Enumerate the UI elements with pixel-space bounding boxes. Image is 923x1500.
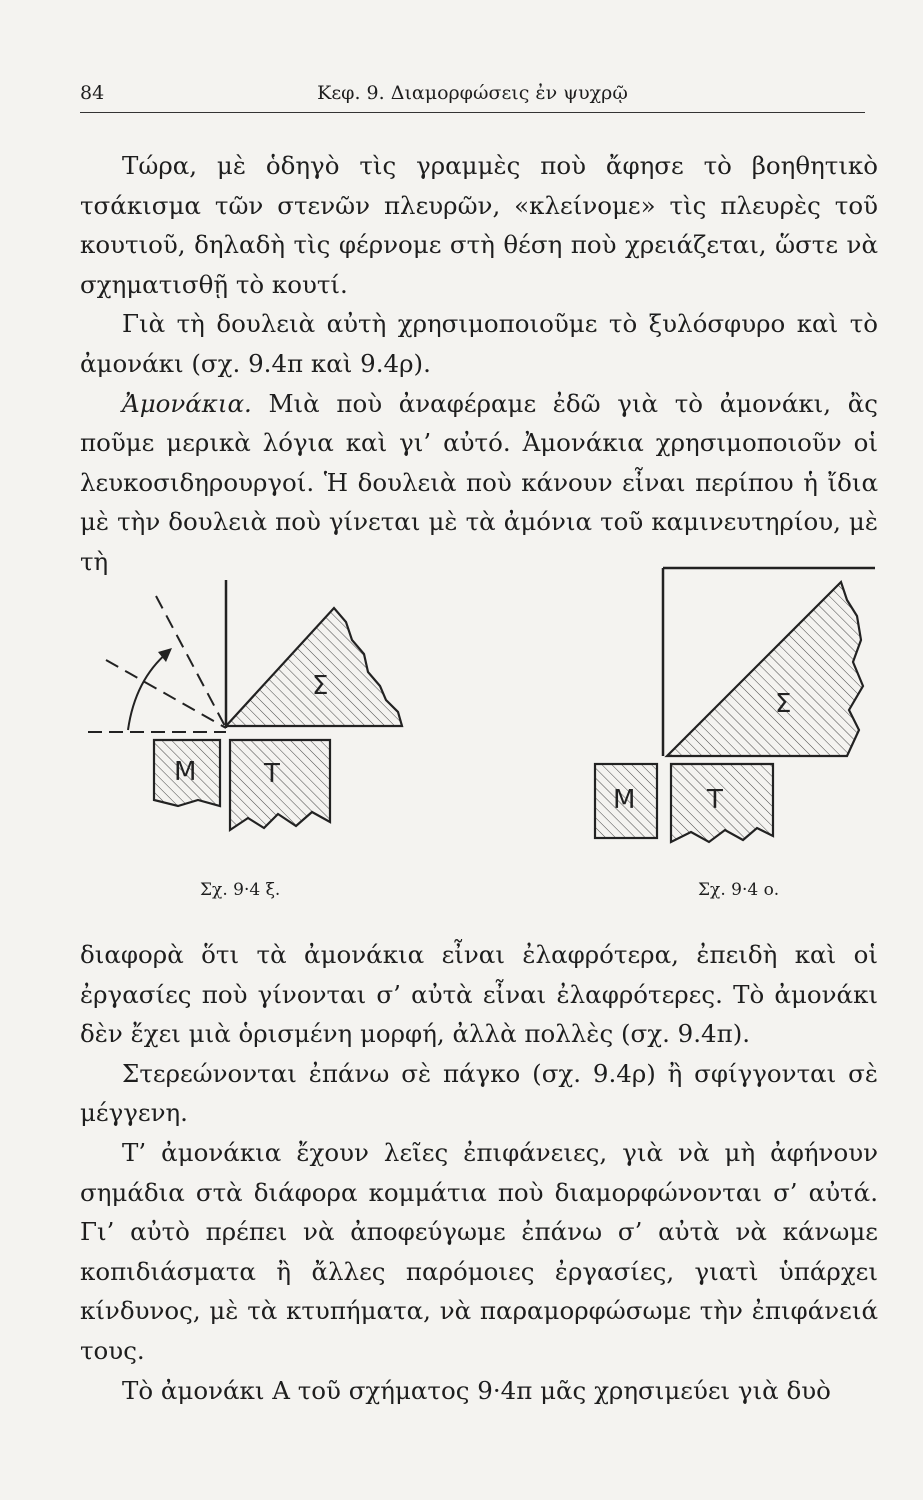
- running-title: Κεφ. 9. Διαμορφώσεις ἐν ψυχρῷ: [317, 82, 628, 104]
- label-sigma: Σ: [775, 689, 792, 719]
- paragraph-heading: Ἀμονάκια.: [122, 388, 252, 418]
- figure-caption-left: Σχ. 9·4 ξ.: [200, 880, 281, 900]
- text-block-bottom: [80, 935, 878, 1410]
- paragraph-amonakia: [80, 384, 878, 582]
- figure-right: [585, 560, 885, 860]
- label-mu: Μ: [174, 757, 197, 787]
- page-header: [80, 82, 865, 114]
- paragraph: Στερεώνονται ἐπάνω σὲ πάγκο (σχ. 9.4ρ) ἢ σφίγγονται σὲ μέγγενη.: [80, 1058, 878, 1128]
- page-number: 84: [80, 82, 105, 104]
- figure-left: [80, 560, 440, 880]
- header-rule: [80, 112, 865, 113]
- label-sigma: Σ: [312, 671, 329, 701]
- label-mu: Μ: [613, 785, 636, 815]
- paragraph: Τὸ ἀμονάκι Α τοῦ σχήματος 9·4π μᾶς χρησιμεύει γιὰ δυὸ: [122, 1375, 831, 1405]
- paragraph: Γιὰ τὴ δουλειὰ αὐτὴ χρησιμοποιοῦμε τὸ ξυλόσφυρο καὶ τὸ ἀμονάκι (σχ. 9.4π καὶ 9.4ρ).: [80, 309, 878, 378]
- paragraph: Τώρα, μὲ ὁδηγὸ τὶς γραμμὲς ποὺ ἄφησε τὸ βοηθητικὸ τσάκισμα τῶν στενῶν πλευρῶν, «κλείνομε» τὶς πλευρὲς τοῦ κουτιοῦ, δηλαδὴ τὶς φέρνομε στὴ θέση ποὺ χρειάζεται, ὥστε νὰ σχηματισθῇ τὸ κουτί.: [80, 151, 878, 299]
- figure-caption-right: Σχ. 9·4 ο.: [698, 880, 780, 900]
- label-tau: Τ: [264, 759, 280, 789]
- paragraph: διαφορὰ ὅτι τὰ ἀμονάκια εἶναι ἐλαφρότερα, ἐπειδὴ καὶ οἱ ἐργασίες ποὺ γίνονται σ’ αὐτὰ εἶναι ἐλαφρότερες. Τὸ ἀμονάκι δὲν ἔχει μιὰ ὁρισμένη μορφή, ἀλλὰ πολλὲς (σχ. 9.4π).: [80, 940, 878, 1049]
- paragraph: Τ’ ἀμονάκια ἔχουν λεῖες ἐπιφάνειες, γιὰ νὰ μὴ ἀφήνουν σημάδια στὰ διάφορα κομμάτια ποὺ διαμορφώνονται σ’ αὐτά. Γι’ αὐτὸ πρέπει νὰ ἀποφεύγωμε ἐπάνω σ’ αὐτὰ νὰ κάνωμε κοπιδιάσματα ἢ ἄλλες παρόμοιες ἐργασίες, γιατὶ ὑπάρχει κίνδυνος, μὲ τὰ κτυπήματα, νὰ παραμορφώσωμε τὴν ἐπιφάνειά τους.: [80, 1137, 878, 1365]
- text-block-top: [80, 146, 878, 582]
- label-tau: Τ: [707, 785, 723, 815]
- paragraph-text: Μιὰ ποὺ ἀναφέραμε ἐδῶ γιὰ τὸ ἀμονάκι, ἂς ποῦμε μερικὰ λόγια καὶ γι’ αὐτό. Ἀμονάκια χρησιμοποιοῦν οἱ λευκοσιδηρουργοί. Ἡ δουλειὰ ποὺ κάνουν εἶναι περίπου ἡ ἴδια μὲ τὴν δουλειὰ ποὺ γίνεται μὲ τὰ ἀμόνια τοῦ καμινευτηρίου, μὲ τὴ: [80, 388, 878, 576]
